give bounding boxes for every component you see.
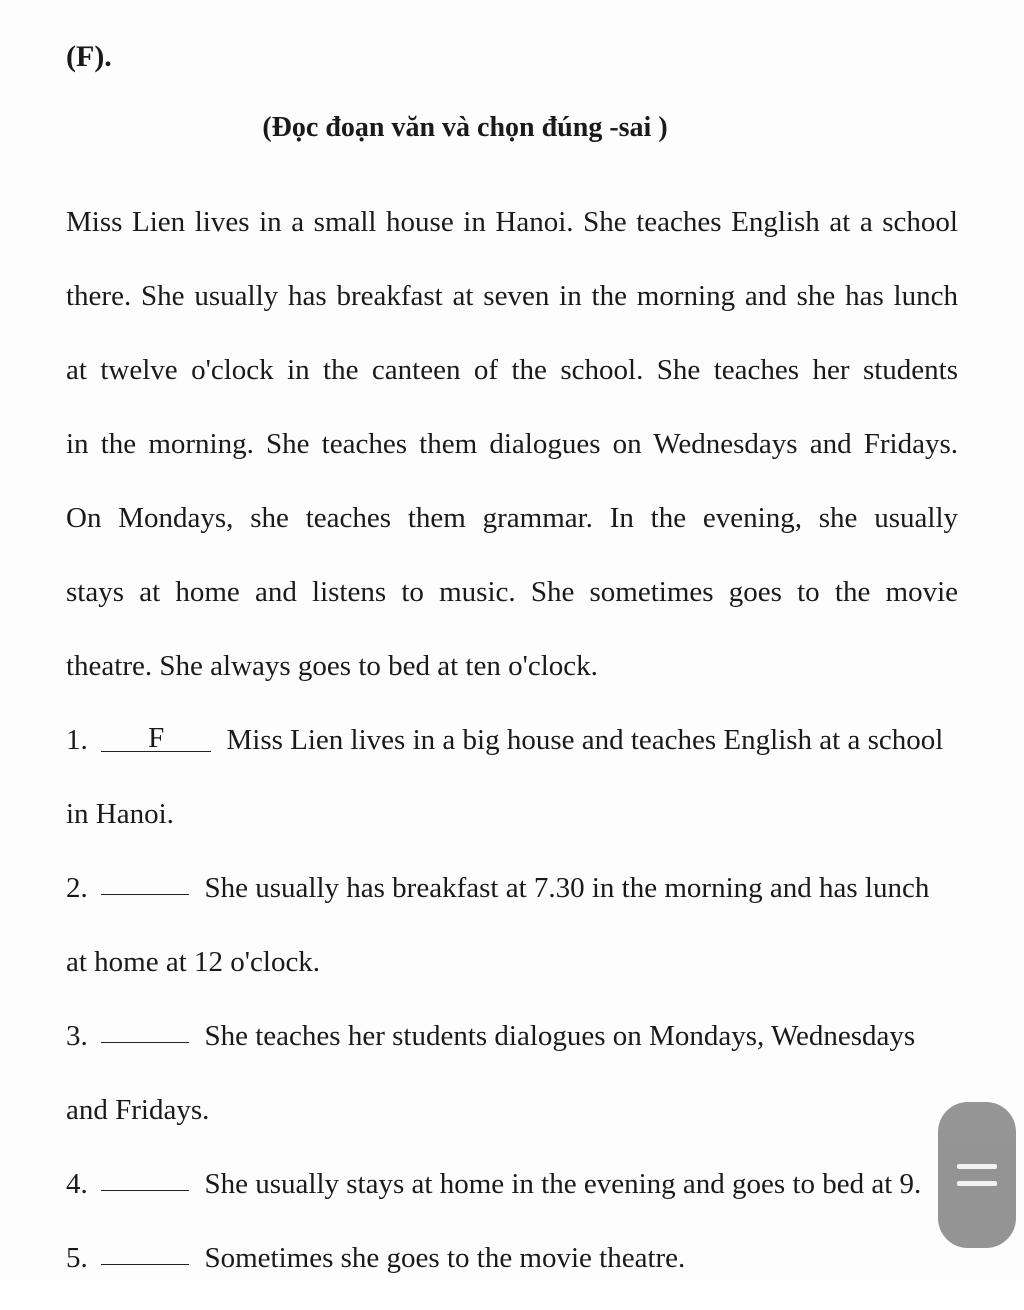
question-continuation: in Hanoi. [66, 798, 174, 830]
passage-line: theatre. She always goes to bed at ten o'clock. [66, 650, 598, 682]
question-number: 1. [66, 724, 88, 756]
question-4 [66, 1162, 958, 1236]
question-number: 5. [66, 1242, 88, 1274]
answer-blank[interactable] [101, 864, 189, 895]
handle-bar [957, 1181, 997, 1186]
question-2 [66, 866, 958, 940]
passage-line: in the morning. She teaches them dialogues on Wednesdays and Fridays. [66, 428, 958, 460]
answer-blank[interactable] [101, 1234, 189, 1265]
passage-line: On Mondays, she teaches them grammar. In the evening, she usually [66, 502, 958, 534]
question-number: 4. [66, 1168, 88, 1200]
true-false-questions [66, 718, 958, 1310]
question-text: She teaches her students dialogues on Mondays, Wednesdays [204, 1020, 916, 1052]
question-continuation: and Fridays. [66, 1094, 210, 1126]
question-3 [66, 1014, 958, 1088]
passage-line: at twelve o'clock in the canteen of the school. She teaches her students [66, 354, 958, 386]
menu-handle-icon[interactable] [938, 1102, 1016, 1248]
section-label: (F). [66, 40, 112, 73]
passage-line: Miss Lien lives in a small house in Hanoi. She teaches English at a school [66, 206, 958, 238]
question-5 [66, 1236, 958, 1310]
handle-bar [957, 1164, 997, 1169]
instruction-heading: (Đọc đoạn văn và chọn đúng -sai ) [262, 112, 668, 143]
reading-passage [66, 200, 958, 718]
question-1 [66, 718, 958, 792]
question-continuation: at home at 12 o'clock. [66, 946, 321, 978]
passage-line: stays at home and listens to music. She sometimes goes to the movie [66, 576, 958, 608]
question-text: She usually stays at home in the evening and goes to bed at 9. [204, 1168, 922, 1200]
passage-line: there. She usually has breakfast at seven in the morning and she has lunch [66, 280, 958, 312]
answer-blank[interactable]: F [101, 721, 211, 752]
question-text: Miss Lien lives in a big house and teaches English at a school [226, 724, 944, 756]
question-number: 2. [66, 872, 88, 904]
answer-blank[interactable] [101, 1160, 189, 1191]
question-text: She usually has breakfast at 7.30 in the morning and has lunch [204, 872, 930, 904]
question-text: Sometimes she goes to the movie theatre. [204, 1242, 686, 1274]
answer-blank[interactable] [101, 1012, 189, 1043]
question-number: 3. [66, 1020, 88, 1052]
